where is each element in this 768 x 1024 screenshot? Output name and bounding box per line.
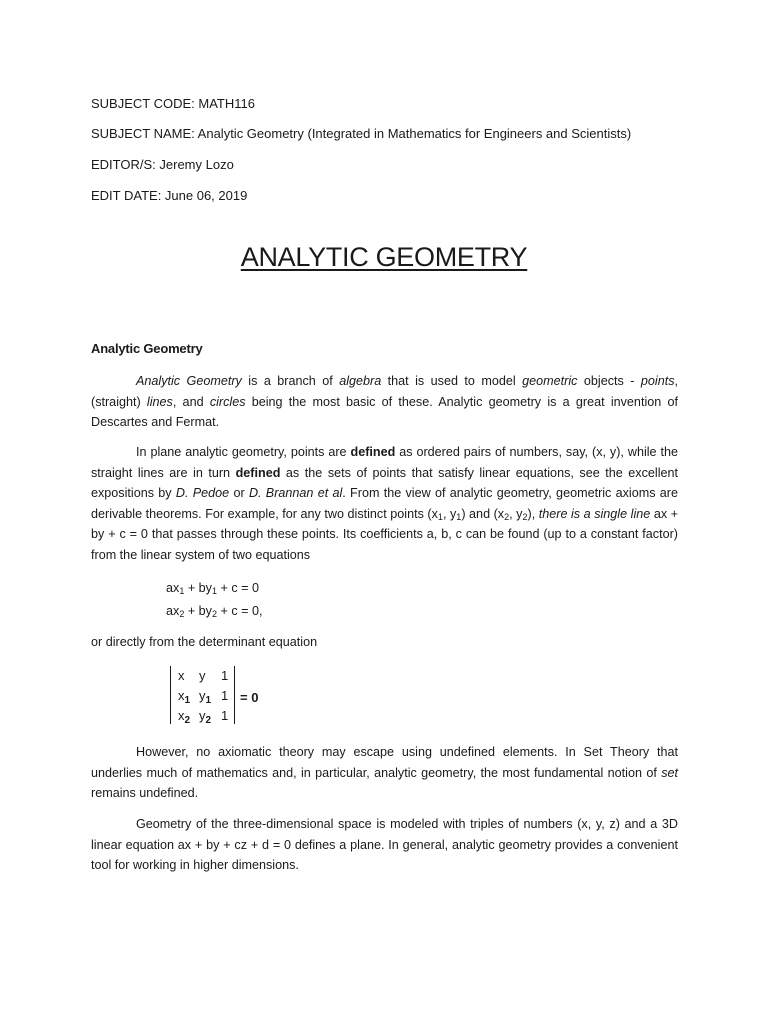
paragraph-plane-geometry xyxy=(91,442,678,565)
text: In plane analytic geometry, points are xyxy=(136,445,351,459)
text: x xyxy=(178,708,185,723)
subscript: 2 xyxy=(184,715,191,726)
text-defined: defined xyxy=(235,465,281,480)
text: that is used to model xyxy=(381,374,523,388)
det-r3-c3: 1 xyxy=(221,708,229,723)
subscript: 2 xyxy=(211,609,217,619)
text-brannan: D. Brannan et al xyxy=(248,486,343,500)
det-r3-c2 xyxy=(199,708,211,724)
editors: EDITOR/S: Jeremy Lozo xyxy=(91,157,234,172)
text: y xyxy=(199,708,206,723)
subscript: 2 xyxy=(205,715,212,726)
text: Geometry of the three-dimensional space is modeled with triples of numbers (x, y, z) and a 3D linear equation ax + by + cz + d = 0 defines a plane. In general, analytic geometry provides a convenient tool for working in higher dimensions. xyxy=(91,817,678,872)
text-circles: circles xyxy=(209,394,246,409)
text: is a branch of xyxy=(241,374,340,388)
text-analytic-geometry: Analytic Geometry xyxy=(136,374,242,388)
paragraph-undefined-elements xyxy=(91,742,678,804)
text: + by xyxy=(184,604,212,618)
det-r1-c2: y xyxy=(199,668,206,683)
section-heading: Analytic Geometry xyxy=(91,341,203,356)
text: ax xyxy=(166,604,180,618)
text: being the most basic of these. Analytic geometry is a great invention of Descartes and Fermat. xyxy=(91,394,678,429)
text: , (straight) xyxy=(91,374,678,409)
text-points: points xyxy=(640,374,675,388)
equation-2 xyxy=(166,603,263,619)
text-algebra: algebra xyxy=(339,374,382,388)
text: objects - xyxy=(577,374,641,388)
paragraph-intro xyxy=(91,371,678,433)
subscript: 1 xyxy=(437,511,443,522)
det-equals-zero: = 0 xyxy=(240,690,259,705)
det-r2-c1 xyxy=(178,688,190,704)
determinant-equation xyxy=(168,664,278,726)
text: , y xyxy=(509,506,523,521)
subscript: 2 xyxy=(179,609,185,619)
text: ax + by + c = 0 that passes through these points. Its coefficients a, b, c can be found (up to a constant factor) from the linear system of two equations xyxy=(91,506,679,562)
det-r2-c2 xyxy=(199,688,211,704)
paragraph-determinant-intro: or directly from the determinant equation xyxy=(91,635,318,649)
text: as ordered pairs of numbers, say, (x, y), while the straight lines are in turn xyxy=(91,445,678,480)
text: x xyxy=(178,688,185,703)
subscript: 2 xyxy=(504,511,510,522)
text: + c = 0 xyxy=(217,581,260,595)
text: ), xyxy=(527,506,539,521)
text: y xyxy=(199,688,206,703)
paragraph-three-dimensional xyxy=(91,814,678,876)
det-r1-c3: 1 xyxy=(221,668,229,683)
text-lines: lines xyxy=(146,394,173,409)
text: However, no axiomatic theory may escape using undefined elements. In Set Theory that underlies much of mathematics and, in particular, analytic geometry, the most fundamental notion of xyxy=(91,745,678,780)
text-geometric: geometric xyxy=(522,374,578,388)
text: + by xyxy=(184,581,212,595)
text-defined: defined xyxy=(350,445,396,459)
subscript: 1 xyxy=(205,695,212,706)
text: + c = 0, xyxy=(217,604,263,618)
text: , and xyxy=(172,394,210,409)
text: as the sets of points that satisfy linear equations, see the excellent expositions by xyxy=(91,465,678,500)
subscript: 1 xyxy=(179,586,185,596)
determinant-right-bar xyxy=(234,666,235,724)
text: , y xyxy=(442,506,457,521)
text: ax xyxy=(166,581,180,595)
text: or xyxy=(229,486,249,500)
text: . From the view of analytic geometry, geometric axioms are derivable theorems. For example, for any two distinct points (x xyxy=(91,486,679,521)
edit-date: EDIT DATE: June 06, 2019 xyxy=(91,188,248,203)
subscript: 2 xyxy=(522,511,528,522)
determinant-left-bar xyxy=(170,666,171,724)
text: ) and (x xyxy=(461,506,505,521)
subscript: 1 xyxy=(184,695,191,706)
det-r3-c1 xyxy=(178,708,190,724)
subscript: 1 xyxy=(211,586,217,596)
text-pedoe: D. Pedoe xyxy=(175,486,230,500)
det-r1-c1: x xyxy=(178,668,185,683)
text-single-line: there is a single line xyxy=(538,506,651,521)
subject-code: SUBJECT CODE: MATH116 xyxy=(91,96,255,111)
equation-1 xyxy=(166,580,259,596)
det-r2-c3: 1 xyxy=(221,688,229,703)
subscript: 1 xyxy=(456,511,462,522)
text: remains undefined. xyxy=(91,786,199,800)
text-set: set xyxy=(661,765,678,780)
subject-name: SUBJECT NAME: Analytic Geometry (Integrated in Mathematics for Engineers and Scientists) xyxy=(91,126,632,141)
page-title: ANALYTIC GEOMETRY xyxy=(240,242,528,272)
